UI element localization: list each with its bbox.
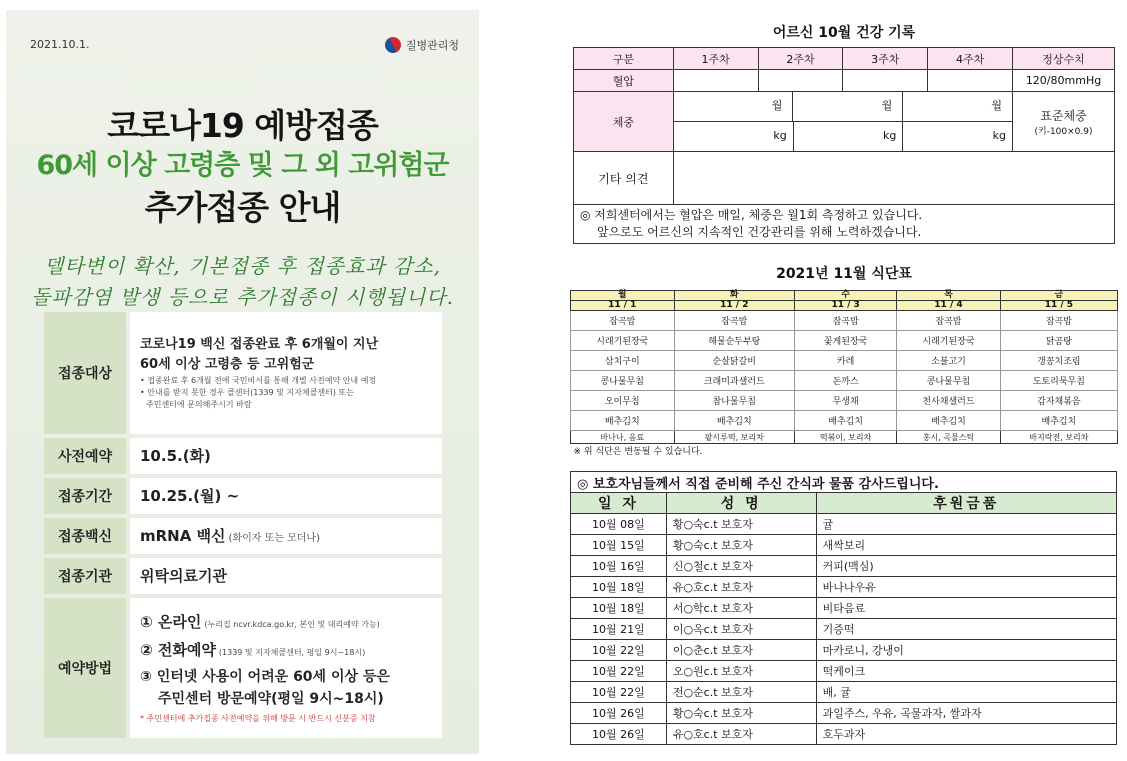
method-3b: 주민센터 방문예약(평일 9시~18시) (158, 691, 384, 707)
menu-row (571, 351, 1118, 371)
menu-cell: 잡곡밥 (571, 311, 675, 331)
target-note-2: • 안내를 받지 못한 경우 콜센터(1339 및 지자체콜센터) 또는 (140, 388, 354, 397)
header-week4: 4주차 (928, 48, 1013, 70)
row-method (44, 598, 442, 738)
table-row (571, 724, 1117, 745)
date-cell: 10월 15일 (571, 535, 667, 556)
date-cell: 11 / 4 (897, 301, 1001, 311)
table-row (571, 661, 1117, 682)
header-name: 성 명 (666, 493, 816, 514)
table-row (571, 619, 1117, 640)
menu-cell: 배추김치 (795, 411, 897, 431)
target-main-2: 60세 이상 고령층 등 고위험군 (140, 357, 315, 372)
day-wed: 수 (795, 291, 897, 301)
menu-cell: 천사채샐러드 (897, 391, 1001, 411)
vaccine-value: mRNA 백신 (140, 527, 226, 545)
menu-cell: 잡곡밥 (795, 311, 897, 331)
name-cell: 황○숙c.t 보호자 (666, 514, 816, 535)
menu-cell: 시래기된장국 (897, 331, 1001, 351)
method-1: ① 온라인 (140, 613, 202, 631)
month-unit-3: 월 (991, 99, 1003, 112)
table-row (571, 535, 1117, 556)
name-cell: 이○옥c.t 보호자 (666, 619, 816, 640)
weight-label: 체중 (574, 92, 674, 152)
name-cell: 황○숙c.t 보호자 (666, 703, 816, 724)
name-cell: 신○철c.t 보호자 (666, 556, 816, 577)
header-week1: 1주차 (673, 48, 758, 70)
vaccine-poster (6, 10, 479, 754)
header-category: 구분 (574, 48, 674, 70)
table-row (571, 598, 1117, 619)
item-cell: 기증떡 (816, 619, 1116, 640)
name-cell: 유○호c.t 보호자 (666, 577, 816, 598)
menu-cell: 배추김치 (571, 411, 675, 431)
target-label: 접종대상 (44, 312, 126, 434)
poster-title-line3: 추가접종 안내 (144, 188, 341, 227)
other-label: 기타 의견 (574, 152, 674, 205)
method-2-note: (1339 및 지자체콜센터, 평일 9시~18시) (218, 648, 366, 657)
menu-cell: 삼치구이 (571, 351, 675, 371)
menu-cell: 시래기된장국 (571, 331, 675, 351)
item-cell: 과일주스, 우유, 곡물과자, 쌀과자 (816, 703, 1116, 724)
date-cell: 10월 21일 (571, 619, 667, 640)
menu-cell: 소불고기 (897, 351, 1001, 371)
menu-cell: 잡곡밥 (897, 311, 1001, 331)
method-label: 예약방법 (44, 598, 126, 738)
snack-cell: 바지락전, 보리차 (1000, 431, 1117, 444)
kg-unit-3: kg (992, 129, 1006, 142)
name-cell: 전○순c.t 보호자 (666, 682, 816, 703)
date-cell: 11 / 3 (795, 301, 897, 311)
date-cell: 10월 26일 (571, 703, 667, 724)
menu-cell: 크래미과샐러드 (674, 371, 794, 391)
agency-name: 질병관리청 (405, 39, 459, 52)
header-week3: 3주차 (843, 48, 928, 70)
menu-row (571, 311, 1118, 331)
other-comments-cell (673, 152, 1114, 205)
health-note-2: 앞으로도 어르신의 지속적인 건강관리를 위해 노력하겠습니다. (597, 225, 922, 239)
snack-cell: 팥시루떡, 보리차 (674, 431, 794, 444)
vaccine-note: (화이자 또는 모더나) (228, 532, 320, 544)
menu-cell: 해물순두부탕 (674, 331, 794, 351)
table-row (571, 514, 1117, 535)
kg-unit-2: kg (794, 122, 904, 151)
poster-title-line1: 코로나19 예방접종 (107, 106, 378, 145)
std-weight-label: 표준체중 (1040, 108, 1087, 123)
table-row (571, 682, 1117, 703)
method-red-note: * 주민센터에 추가접종 사전예약을 위해 방문 시 반드시 신분증 지참 (140, 714, 376, 723)
name-cell: 유○호c.t 보호자 (666, 724, 816, 745)
header-normal: 정상수치 (1013, 48, 1115, 70)
menu-title: 2021년 11월 식단표 (776, 266, 912, 282)
menu-cell: 오이무침 (571, 391, 675, 411)
kdca-logo-icon (382, 34, 404, 56)
menu-warning: ※ 위 식단은 변동될 수 있습니다. (573, 447, 703, 457)
item-cell: 귤 (816, 514, 1116, 535)
item-cell: 호두과자 (816, 724, 1116, 745)
poster-subtitle-line2: 돌파감염 발생 등으로 추가접종이 시행됩니다. (31, 285, 454, 309)
date-cell: 10월 22일 (571, 682, 667, 703)
snack-cell: 홍시, 곡물스틱 (897, 431, 1001, 444)
table-row (571, 556, 1117, 577)
org-label: 접종기관 (44, 558, 126, 594)
poster-date: 2021.10.1. (30, 38, 90, 51)
snack-cell: 떡볶이, 보리차 (795, 431, 897, 444)
row-reserve (44, 438, 442, 474)
date-cell: 10월 18일 (571, 598, 667, 619)
bp-normal: 120/80mmHg (1013, 70, 1115, 92)
menu-cell: 돈까스 (795, 371, 897, 391)
target-note-1: • 접종완료 후 6개월 전에 국민비서를 통해 개별 사전예약 안내 예정 (140, 376, 377, 385)
month-unit-2: 월 (793, 92, 903, 121)
name-cell: 황○숙c.t 보호자 (666, 535, 816, 556)
vaccine-label: 접종백신 (44, 518, 126, 554)
menu-cell: 배추김치 (897, 411, 1001, 431)
reserve-label: 사전예약 (44, 438, 126, 474)
menu-cell: 잡곡밥 (1000, 311, 1117, 331)
row-vaccine (44, 518, 442, 554)
menu-row (571, 411, 1118, 431)
menu-table (570, 290, 1118, 457)
day-thu: 목 (897, 291, 1001, 301)
date-cell: 10월 16일 (571, 556, 667, 577)
period-label: 접종기간 (44, 478, 126, 514)
menu-cell: 콩나물무침 (897, 371, 1001, 391)
donation-table (570, 471, 1117, 745)
table-row (571, 577, 1117, 598)
name-cell: 서○학c.t 보호자 (666, 598, 816, 619)
menu-cell: 콩나물무침 (571, 371, 675, 391)
day-tue: 화 (674, 291, 794, 301)
menu-cell: 참나물무침 (674, 391, 794, 411)
table-row (571, 703, 1117, 724)
target-main-1: 코로나19 백신 접종완료 후 6개월이 지난 (140, 337, 379, 352)
row-target (44, 312, 442, 434)
health-note-1: ◎ 저희센터에서는 혈압은 매일, 체중은 월1회 측정하고 있습니다. (580, 208, 923, 222)
item-cell: 새싹보리 (816, 535, 1116, 556)
item-cell: 커피(맥심) (816, 556, 1116, 577)
item-cell: 배, 귤 (816, 682, 1116, 703)
date-cell: 10월 22일 (571, 640, 667, 661)
item-cell: 바나나우유 (816, 577, 1116, 598)
poster-title-line2: 60세 이상 고령층 및 그 외 고위험군 (36, 150, 449, 181)
name-cell: 오○원c.t 보호자 (666, 661, 816, 682)
menu-cell: 도토리묵무침 (1000, 371, 1117, 391)
menu-row (571, 391, 1118, 411)
item-cell: 비타음료 (816, 598, 1116, 619)
target-note-3: 주민센터에 문의해주시기 바람 (146, 400, 252, 409)
menu-cell: 꽃게된장국 (795, 331, 897, 351)
date-cell: 10월 08일 (571, 514, 667, 535)
poster-subtitle-line1: 델타변이 확산, 기본접종 후 접종효과 감소, (44, 254, 441, 278)
date-cell: 11 / 1 (571, 301, 675, 311)
menu-cell: 갱꽁치조림 (1000, 351, 1117, 371)
health-title: 어르신 10월 건강 기록 (772, 25, 916, 41)
header-date: 일 자 (571, 493, 667, 514)
menu-cell: 잡곡밥 (674, 311, 794, 331)
header-items: 후원금품 (816, 493, 1116, 514)
date-cell: 10월 22일 (571, 661, 667, 682)
table-row (571, 640, 1117, 661)
method-3a: ③ 인터넷 사용이 어려운 60세 이상 등은 (140, 669, 390, 685)
day-mon: 월 (571, 291, 675, 301)
name-cell: 이○춘c.t 보호자 (666, 640, 816, 661)
menu-cell: 감자채볶음 (1000, 391, 1117, 411)
menu-cell: 순살닭갈비 (674, 351, 794, 371)
method-1-note: (누리집 ncvr.kdca.go.kr, 본인 및 대리예약 가능) (204, 620, 380, 629)
menu-cell: 카레 (795, 351, 897, 371)
menu-cell: 배추김치 (674, 411, 794, 431)
org-value: 위탁의료기관 (140, 567, 227, 585)
date-cell: 10월 18일 (571, 577, 667, 598)
snack-row (571, 431, 1118, 444)
menu-cell: 닭곰탕 (1000, 331, 1117, 351)
method-2: ② 전화예약 (140, 641, 216, 659)
health-record-table (573, 47, 1115, 244)
date-cell: 10월 26일 (571, 724, 667, 745)
day-fri: 금 (1000, 291, 1117, 301)
date-cell: 11 / 5 (1000, 301, 1117, 311)
date-cell: 11 / 2 (674, 301, 794, 311)
item-cell: 마카로니, 강냉이 (816, 640, 1116, 661)
period-value: 10.25.(월) ~ (140, 487, 240, 505)
row-period (44, 478, 442, 514)
kg-unit-1: kg (674, 122, 794, 151)
donation-title: ◎ 보호자님들께서 직접 준비해 주신 간식과 물품 감사드립니다. (571, 472, 1117, 493)
menu-cell: 배추김치 (1000, 411, 1117, 431)
item-cell: 떡케이크 (816, 661, 1116, 682)
reserve-value: 10.5.(화) (140, 447, 211, 465)
month-unit-1: 월 (674, 92, 794, 121)
snack-cell: 바나나, 음료 (571, 431, 675, 444)
header-week2: 2주차 (758, 48, 843, 70)
row-org (44, 558, 442, 594)
menu-cell: 무생채 (795, 391, 897, 411)
std-weight-formula: (키-100×0.9) (1034, 126, 1093, 137)
menu-row (571, 371, 1118, 391)
menu-row (571, 331, 1118, 351)
bp-label: 혈압 (574, 70, 674, 92)
agency-brand (385, 37, 459, 53)
